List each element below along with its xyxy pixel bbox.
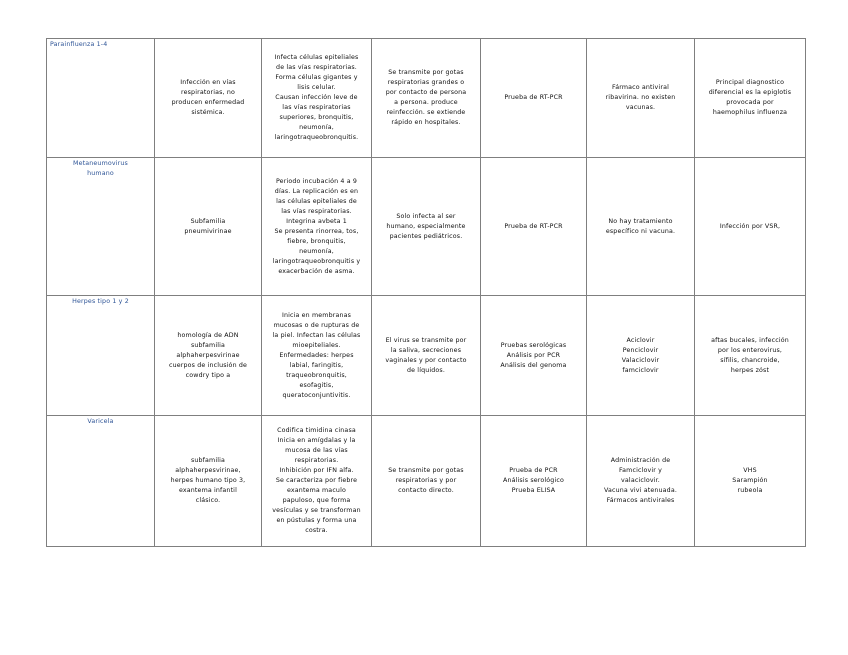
table-cell[interactable]: Fármaco antiviral ribavirina. no existen vacunas. — [587, 39, 695, 158]
table-row — [47, 416, 806, 547]
table-cell[interactable]: aftas bucales, infección por los enterovirus, sífilis, chancroide, herpes zóst — [695, 296, 806, 416]
table-cell[interactable]: Administración de Famciclovir y valaciclovir. Vacuna vivi atenuada. Fármacos antivirales — [587, 416, 695, 547]
virus-name-cell[interactable]: Varicela — [47, 416, 155, 547]
table-cell[interactable]: Infecta células epiteliales de las vías respiratorias. Forma células gigantes y lisis celular. Causan infección leve de las vías respiratorias superiores, bronquitis, neumonía, laringotraqueobronquitis. — [262, 39, 372, 158]
table-cell[interactable]: Periodo incubación 4 a 9 días. La replicación es en las células epiteliales de las vías respiratorias. Integrina avbeta 1 Se presenta rinorrea, tos, fiebre, bronquitis, neumonía, laringotraqueobronquitis y exacerbación de asma. — [262, 158, 372, 296]
table-cell[interactable]: Solo infecta al ser humano, especialmente pacientes pediátricos. — [372, 158, 481, 296]
virus-table — [46, 38, 806, 547]
table-cell[interactable]: Se transmite por gotas respiratorias y por contacto directo. — [372, 416, 481, 547]
virus-name-cell[interactable]: Herpes tipo 1 y 2 — [47, 296, 155, 416]
table-cell[interactable]: homología de ADN subfamilia alphaherpesvirinae cuerpos de inclusión de cowdry tipo a — [155, 296, 262, 416]
virus-name-cell[interactable]: Metaneumovirus humano — [47, 158, 155, 296]
table-row — [47, 158, 806, 296]
table-cell[interactable]: Codifica timidina cinasa Inicia en amígdalas y la mucosa de las vías respiratorias. Inhibición por IFN alfa. Se caracteriza por fiebre exantema maculo papuloso, que forma vesículas y se transforman en pústulas y forma una costra. — [262, 416, 372, 547]
table-cell[interactable]: Inicia en membranas mucosas o de rupturas de la piel. Infectan las células mioepiteliales. Enfermedades: herpes labial, faringitis, traqueobronquitis, esofagitis, queratoconjuntivitis. — [262, 296, 372, 416]
table-cell[interactable]: Prueba de RT-PCR — [481, 39, 587, 158]
table-cell[interactable]: Principal diagnostico diferencial es la epiglotis provocada por haemophilus influenza — [695, 39, 806, 158]
table-cell[interactable]: Se transmite por gotas respiratorias grandes o por contacto de persona a persona. produce reinfección. se extiende rápido en hospitales. — [372, 39, 481, 158]
table-cell[interactable]: subfamilia alphaherpesvirinae, herpes humano tipo 3, exantema infantil clásico. — [155, 416, 262, 547]
table-cell[interactable]: VHS Sarampión rubeola — [695, 416, 806, 547]
table-cell[interactable]: No hay tratamiento específico ni vacuna. — [587, 158, 695, 296]
table-cell[interactable]: Aciclovir Penciclovir Valaciclovir famciclovir — [587, 296, 695, 416]
table-cell[interactable]: Prueba de PCR Análisis serológico Prueba ELISA — [481, 416, 587, 547]
table-row — [47, 39, 806, 158]
table-cell[interactable]: Prueba de RT-PCR — [481, 158, 587, 296]
table-cell[interactable]: Infección en vías respiratorias, no producen enfermedad sistémica. — [155, 39, 262, 158]
table-row — [47, 296, 806, 416]
table-cell[interactable]: Subfamilia pneumivirinae — [155, 158, 262, 296]
virus-name-cell[interactable]: Parainfluenza 1-4 — [47, 39, 155, 158]
table-cell[interactable]: Infección por VSR, — [695, 158, 806, 296]
table-cell[interactable]: Pruebas serológicas Análisis por PCR Análisis del genoma — [481, 296, 587, 416]
table-cell[interactable]: El virus se transmite por la saliva, secreciones vaginales y por contacto de líquidos. — [372, 296, 481, 416]
